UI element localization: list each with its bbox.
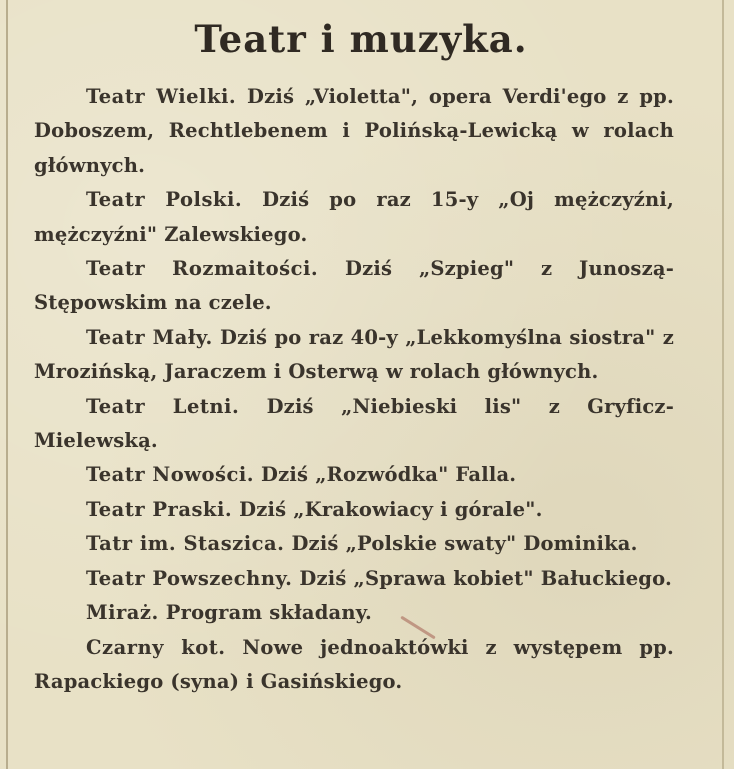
- entry-text: Dziś „Szpieg" z Junoszą-Stępowskim na czele.: [34, 257, 674, 315]
- entry-text: Dziś „Polskie swaty" Dominika.: [284, 532, 638, 556]
- entry-teatr-rozmaitosci: [34, 252, 674, 321]
- entry-text: Dziś „Rozwódka" Falla.: [254, 463, 517, 487]
- entry-teatr-powszechny: [34, 562, 674, 596]
- entry-teatr-wielki: [34, 80, 674, 183]
- entry-text: Program składany.: [158, 601, 373, 625]
- column-rule-left: [6, 0, 8, 769]
- section-heading: Teatr i muzyka.: [194, 17, 528, 61]
- entry-name: Miraż.: [86, 601, 159, 625]
- entry-name: Teatr Polski.: [86, 188, 243, 212]
- entry-czarny-kot: [34, 631, 674, 700]
- entry-name: Teatr Wielki.: [86, 85, 237, 108]
- entry-name: Teatr Nowości.: [86, 463, 255, 487]
- entry-teatr-maly: [34, 321, 674, 390]
- entry-text: Nowe jednoaktówki z występem pp. Rapackiego (syna) i Gasińskiego.: [34, 635, 674, 693]
- entry-name: Czarny kot.: [86, 635, 226, 659]
- article-column: [34, 14, 674, 699]
- entry-teatr-praski: [34, 493, 674, 527]
- entry-text: Dziś „Violetta", opera Verdi'ego z pp. Doboszem, Rechtlebenem i Polińską-Lewicką w rolach głównych.: [34, 85, 674, 177]
- entry-name: Teatr Rozmaitości.: [86, 257, 319, 281]
- entry-name: Tatr im. Staszica.: [86, 532, 285, 556]
- entry-text: Dziś po raz 40-y „Lekkomyślna siostra" z Mrozińską, Jaraczem i Osterwą w rolach głównych.: [34, 325, 674, 384]
- entry-text: Dziś po raz 15-y „Oj mężczyźni, mężczyźni" Zalewskiego.: [34, 188, 674, 246]
- entry-text: Dziś „Sprawa kobiet" Bałuckiego.: [292, 566, 672, 590]
- entry-teatr-staszica: [34, 527, 674, 561]
- entry-name: Teatr Praski.: [86, 497, 233, 521]
- entry-teatr-letni: [34, 390, 674, 459]
- entry-name: Teatr Mały.: [86, 325, 213, 349]
- entry-text: Dziś „Krakowiacy i górale".: [232, 497, 543, 521]
- entry-teatr-nowosci: [34, 458, 674, 492]
- entry-teatr-polski: [34, 183, 674, 252]
- entry-name: Teatr Powszechny.: [86, 566, 293, 590]
- entry-text: Dziś „Niebieski lis" z Gryficz-Mielewską.: [34, 394, 674, 453]
- entry-name: Teatr Letni.: [86, 394, 240, 418]
- entry-miraz: [34, 596, 674, 630]
- column-rule-right: [722, 0, 724, 769]
